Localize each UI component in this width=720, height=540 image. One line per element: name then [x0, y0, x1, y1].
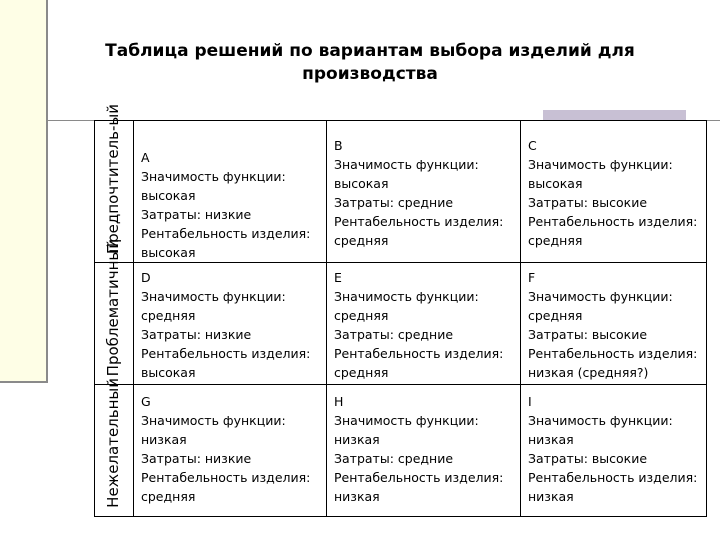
table-cell-h	[327, 385, 521, 517]
cell-line: Значимость функции:	[528, 413, 673, 428]
cell-line: высокая	[528, 176, 583, 191]
cell-line: высокая	[141, 365, 196, 380]
table-cell-a	[134, 121, 327, 263]
cell-line: Затраты: средние	[334, 195, 454, 210]
cell-line: высокая	[141, 245, 196, 260]
row-header-undesirable	[95, 378, 134, 517]
cell-line: Рентабельность изделия:	[334, 214, 504, 229]
cell-line: Затраты: низкие	[141, 451, 252, 466]
cell-line: Затраты: высокие	[528, 451, 648, 466]
cell-line: низкая	[334, 432, 380, 447]
cell-letter: I	[528, 394, 532, 409]
cell-line: средняя	[141, 489, 196, 504]
cell-line: Затраты: средние	[334, 451, 454, 466]
cell-line: низкая	[334, 489, 380, 504]
cell-line: средняя	[528, 308, 583, 323]
table-cell-i	[521, 385, 707, 517]
cell-line: низкая	[528, 432, 574, 447]
cell-letter: D	[141, 270, 151, 285]
cell-line: средняя	[528, 233, 583, 248]
cell-line: Рентабельность изделия:	[528, 470, 698, 485]
cell-line: средняя	[334, 233, 389, 248]
cell-line: Значимость функции:	[141, 169, 286, 184]
row-header-problematic	[95, 238, 134, 385]
cell-line: Рентабельность изделия:	[141, 470, 311, 485]
cell-line: Значимость функции:	[528, 157, 673, 172]
table-cell-b	[327, 121, 521, 263]
decision-table	[94, 103, 707, 517]
cell-line: низкая	[141, 432, 187, 447]
cell-line: средняя	[141, 308, 196, 323]
title-line-2: производства	[302, 64, 438, 84]
row-label: Нежелательный	[104, 378, 122, 508]
table-cell-e	[327, 263, 521, 385]
cell-line: низкая (средняя?)	[528, 365, 649, 380]
cell-line: Затраты: высокие	[528, 195, 648, 210]
cell-line: Значимость функции:	[528, 289, 673, 304]
cell-line: Значимость функции:	[334, 413, 479, 428]
cell-line: Затраты: высокие	[528, 327, 648, 342]
cell-letter: G	[141, 394, 151, 409]
cell-line: Рентабельность изделия:	[141, 226, 311, 241]
table-cell-g	[134, 385, 327, 517]
cell-letter: E	[334, 270, 342, 285]
cell-letter: F	[528, 270, 536, 285]
cell-line: Рентабельность изделия:	[334, 346, 504, 361]
cell-line: Затраты: низкие	[141, 327, 252, 342]
cell-line: Рентабельность изделия:	[334, 470, 504, 485]
cell-line: высокая	[141, 188, 196, 203]
cell-line: Затраты: низкие	[141, 207, 252, 222]
cell-line: Рентабельность изделия:	[141, 346, 311, 361]
cell-line: высокая	[334, 176, 389, 191]
cell-line: Значимость функции:	[141, 413, 286, 428]
table-row-undesirable	[95, 385, 707, 517]
cell-line: средняя	[334, 308, 389, 323]
cell-line: Значимость функции:	[141, 289, 286, 304]
row-label: Предпочтитель-ый	[104, 103, 122, 254]
table-cell-c	[521, 121, 707, 263]
table-cell-d	[134, 263, 327, 385]
accent-bar	[543, 110, 686, 120]
slide-title	[92, 40, 648, 86]
table-cell-f	[521, 263, 707, 385]
row-label: Проблематичный	[104, 238, 122, 376]
cell-line: Значимость функции:	[334, 289, 479, 304]
cell-line: низкая	[528, 489, 574, 504]
cell-line: Рентабельность изделия:	[528, 346, 698, 361]
cell-line: Рентабельность изделия:	[528, 214, 698, 229]
cell-letter: H	[334, 394, 344, 409]
table-row-problematic	[95, 263, 707, 385]
left-band-divider	[0, 381, 48, 383]
left-decorative-band	[0, 0, 48, 383]
table-row-preferred	[95, 121, 707, 263]
cell-letter: C	[528, 138, 537, 153]
cell-letter: B	[334, 138, 343, 153]
cell-line: средняя	[334, 365, 389, 380]
title-line-1: Таблица решений по вариантам выбора изделий для	[105, 41, 635, 61]
cell-line: Затраты: средние	[334, 327, 454, 342]
cell-letter: A	[141, 150, 150, 165]
cell-line: Значимость функции:	[334, 157, 479, 172]
